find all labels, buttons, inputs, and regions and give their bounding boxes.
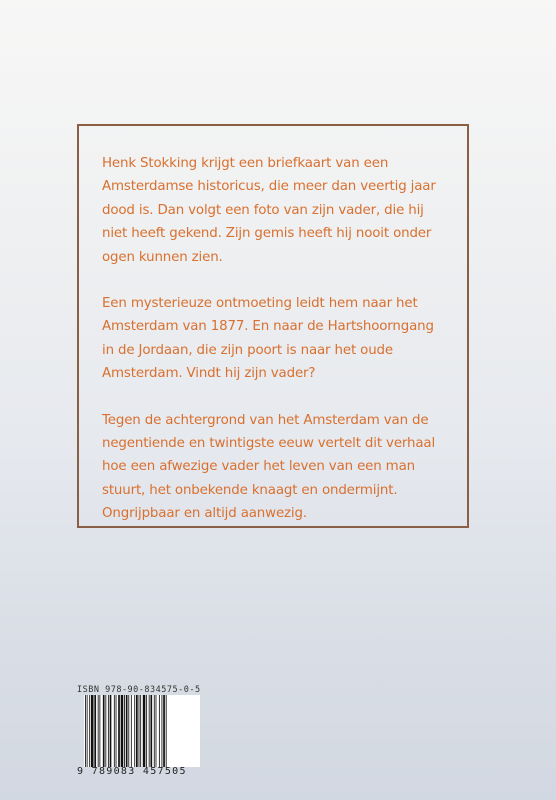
barcode bbox=[84, 695, 200, 767]
barcode-bar bbox=[105, 695, 106, 767]
barcode-bar bbox=[110, 695, 112, 767]
barcode-bar bbox=[159, 695, 160, 767]
barcode-bar bbox=[146, 695, 147, 767]
barcode-bar bbox=[87, 695, 88, 767]
barcode-bar bbox=[99, 695, 100, 767]
blurb-paragraph-1: Henk Stokking krijgt een briefkaart van een Amsterdamse historicus, die meer dan veertig jaar dood is. Dan volgt een foto van zijn vader, die hij niet heeft gekend. Zijn gemis heeft hij nooit onder ogen kunnen zien. bbox=[102, 156, 436, 265]
barcode-bar bbox=[150, 695, 152, 767]
barcode-bar bbox=[143, 695, 146, 767]
barcode-bar bbox=[140, 695, 141, 767]
barcode-bar bbox=[128, 695, 129, 767]
barcode-bar bbox=[131, 695, 132, 767]
blurb-frame bbox=[77, 124, 469, 528]
barcode-bar bbox=[154, 695, 155, 767]
barcode-bar bbox=[124, 695, 125, 767]
barcode-bar bbox=[116, 695, 117, 767]
barcode-bar bbox=[166, 695, 167, 767]
barcode-bar bbox=[103, 695, 105, 767]
barcode-bar bbox=[89, 695, 90, 767]
barcode-bar bbox=[136, 695, 138, 767]
barcode-bar bbox=[162, 695, 163, 767]
barcode-bar bbox=[139, 695, 140, 767]
barcode-bar bbox=[94, 695, 96, 767]
blurb-paragraph-3: Tegen de achtergrond van het Amsterdam van de negentiende en twintigste eeuw vertelt dit verhaal hoe een afwezige vader het leven van een man stuurt, het onbekende knaagt en ondermijnt. Ongrijpbaar en altijd aanwezig. bbox=[102, 412, 436, 522]
barcode-bar bbox=[91, 695, 94, 767]
barcode-bar bbox=[149, 695, 150, 767]
blurb-paragraph-2: Een mysterieuze ontmoeting leidt hem naar het Amsterdam van 1877. En naar de Hartshoorngang in de Jordaan, die zijn poort is naar het oude Amsterdam. Vindt hij zijn vader? bbox=[102, 296, 434, 382]
isbn-label: ISBN 978-90-834575-0-5 bbox=[77, 685, 201, 695]
barcode-bar bbox=[134, 695, 135, 767]
barcode-bar bbox=[114, 695, 115, 767]
barcode-digits: 9 789083 457505 bbox=[77, 766, 187, 777]
barcode-bar bbox=[126, 695, 128, 767]
barcode-bar bbox=[118, 695, 120, 767]
barcode-bar bbox=[156, 695, 157, 767]
barcode-bar bbox=[85, 695, 86, 767]
barcode-bar bbox=[163, 695, 165, 767]
barcode-bar bbox=[121, 695, 124, 767]
barcode-bar bbox=[98, 695, 99, 767]
barcode-bar bbox=[108, 695, 109, 767]
